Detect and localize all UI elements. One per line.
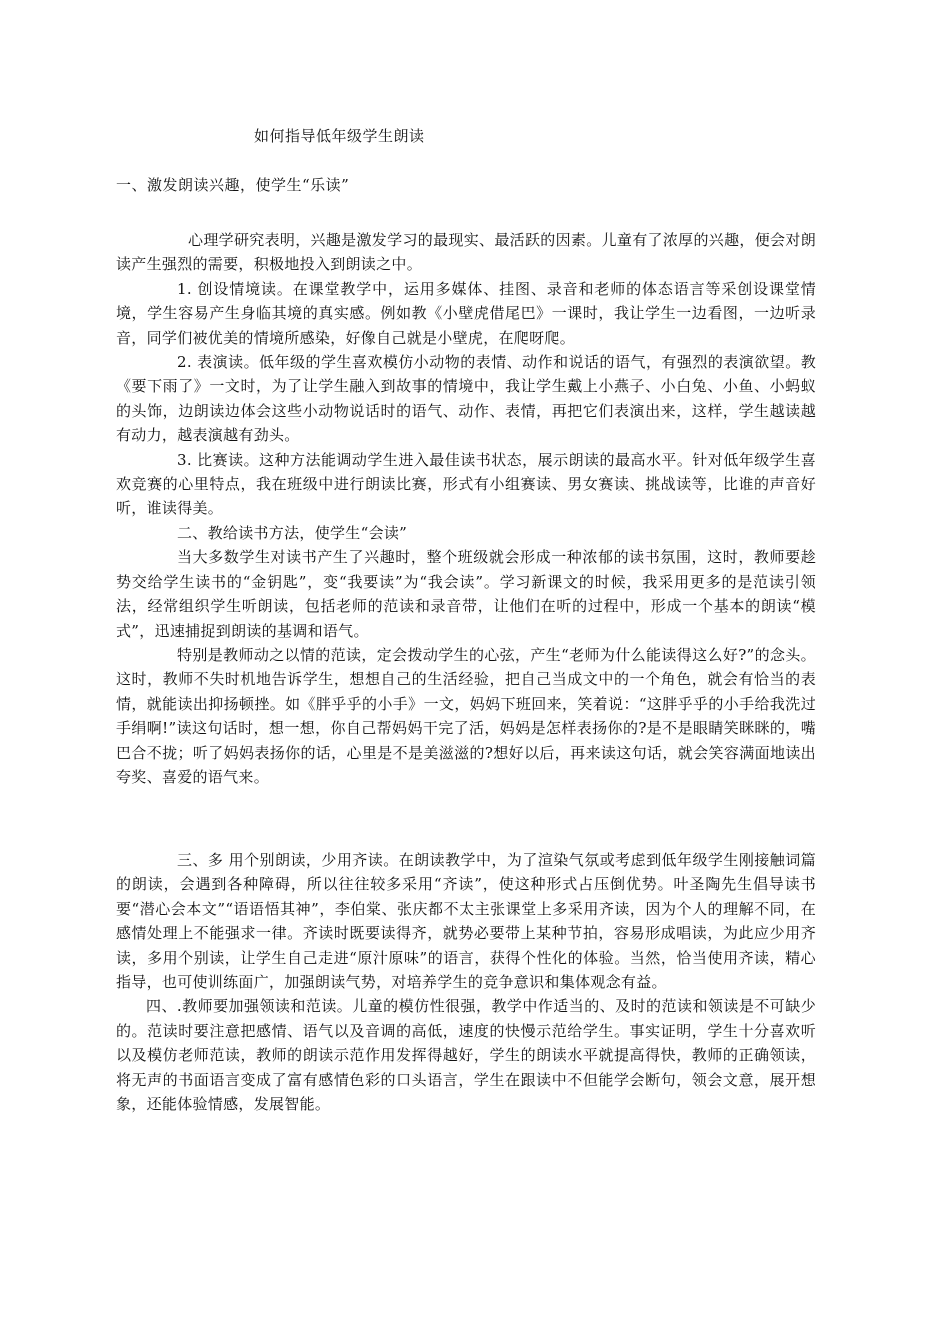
- paragraph-situational-reading: 1. 创设情境读。在课堂教学中，运用多媒体、挂图、录音和老师的体态语言等采创设课堂情境，学生容易产生身临其境的真实感。例如教《小壁虎借尾巴》一课时，我让学生一边看图，一边听录音，同学们被优美的情境所感染，好像自己就是小壁虎，在爬呀爬。: [116, 279, 816, 347]
- paragraph-performance-reading: 2. 表演读。低年级的学生喜欢模仿小动物的表情、动作和说话的语气，有强烈的表演欲望。教《要下雨了》一文时，为了让学生融入到故事的情境中，我让学生戴上小燕子、小白兔、小鱼、小蚂蚁的头饰，边朗读边体会这些小动物说话时的语气、动作、表情，再把它们表演出来，这样，学生越读越有动力，越表演越有劲头。: [116, 353, 816, 445]
- section-heading-2: 二、教给读书方法，使学生“会读”: [177, 523, 408, 542]
- paragraph-individual-reading: 三、多 用个别朗读，少用齐读。在朗读教学中，为了渲染气氛或考虑到低年级学生刚接触词篇的朗读，会遇到各种障碍，所以往往较多采用“齐读”，使这种形式占压倒优势。叶圣陶先生倡导读书要“潜心会本文”“语语悟其神”，李伯棠、张庆都不太主张课堂上多采用齐读，因为个人的理解不同，在感情处理上不能强求一律。齐读时既要读得齐，就势必要带上某种节拍，容易形成唱读，为此应少用齐读，多用个别读，让学生自己走进“原汁原味”的语言，获得个性化的体验。当然，恰当使用齐读，精心指导，也可使训练面广，加强朗读气势，对培养学生的竞争意识和集体观念有益。: [116, 851, 816, 992]
- body-block-a: [116, 228, 816, 789]
- paragraph-reading-methods: 当大多数学生对读书产生了兴趣时，整个班级就会形成一种浓郁的读书氛围，这时，教师要趁势交给学生读书的“金钥匙”，变“我要读”为“我会读”。学习新课文的时候，我采用更多的是范读引领法，经常组织学生听朗读，包括老师的范读和录音带，让他们在听的过程中，形成一个基本的朗读“模式”，迅速捕捉到朗读的基调和语气。: [116, 548, 816, 640]
- body-block-b: [116, 848, 816, 1116]
- paragraph-competition-reading: 3. 比赛读。这种方法能调动学生进入最佳读书状态，展示朗读的最高水平。针对低年级学生喜欢竞赛的心里特点，我在班级中进行朗读比赛，形式有小组赛读、男女赛读、挑战读等，比谁的声音好听，谁读得美。: [116, 450, 816, 518]
- document-title: 如何指导低年级学生朗读: [254, 127, 425, 145]
- paragraph-lead-reading: 四、.教师要加强领读和范读。儿童的模仿性很强，教学中作适当的、及时的范读和领读是不可缺少的。范读时要注意把感情、语气以及音调的高低，速度的快慢示范给学生。事实证明，学生十分喜欢听以及模仿老师范读，教师的朗读示范作用发挥得越好，学生的朗读水平就提高得快，教师的正确领读，将无声的书面语言变成了富有感情色彩的口头语言，学生在跟读中不但能学会断句，领会文意，展开想象，还能体验情感，发展智能。: [116, 997, 816, 1114]
- paragraph-interest-intro: 心理学研究表明，兴趣是激发学习的最现实、最活跃的因素。儿童有了浓厚的兴趣，便会对朗读产生强烈的需要，积极地投入到朗读之中。: [116, 231, 816, 274]
- paragraph-model-reading: 特别是教师动之以情的范读，定会拨动学生的心弦，产生“老师为什么能读得这么好?”的念头。这时，教师不失时机地告诉学生，想想自己的生活经验，把自己当成文中的一个角色，就会有恰当的表情，就能读出抑扬顿挫。如《胖乎乎的小手》一文，妈妈下班回来，笑着说：“这胖乎乎的小手给我洗过手绢啊!”读这句话时，想一想，你自己帮妈妈干完了活，妈妈是怎样表扬你的?是不是眼睛笑眯眯的，嘴巴合不拢；听了妈妈表扬你的话，心里是不是美滋滋的?想好以后，再来读这句话，就会笑容满面地读出夸奖、喜爱的语气来。: [116, 645, 816, 786]
- section-heading-1: 一、激发朗读兴趣，使学生“乐读”: [116, 176, 350, 194]
